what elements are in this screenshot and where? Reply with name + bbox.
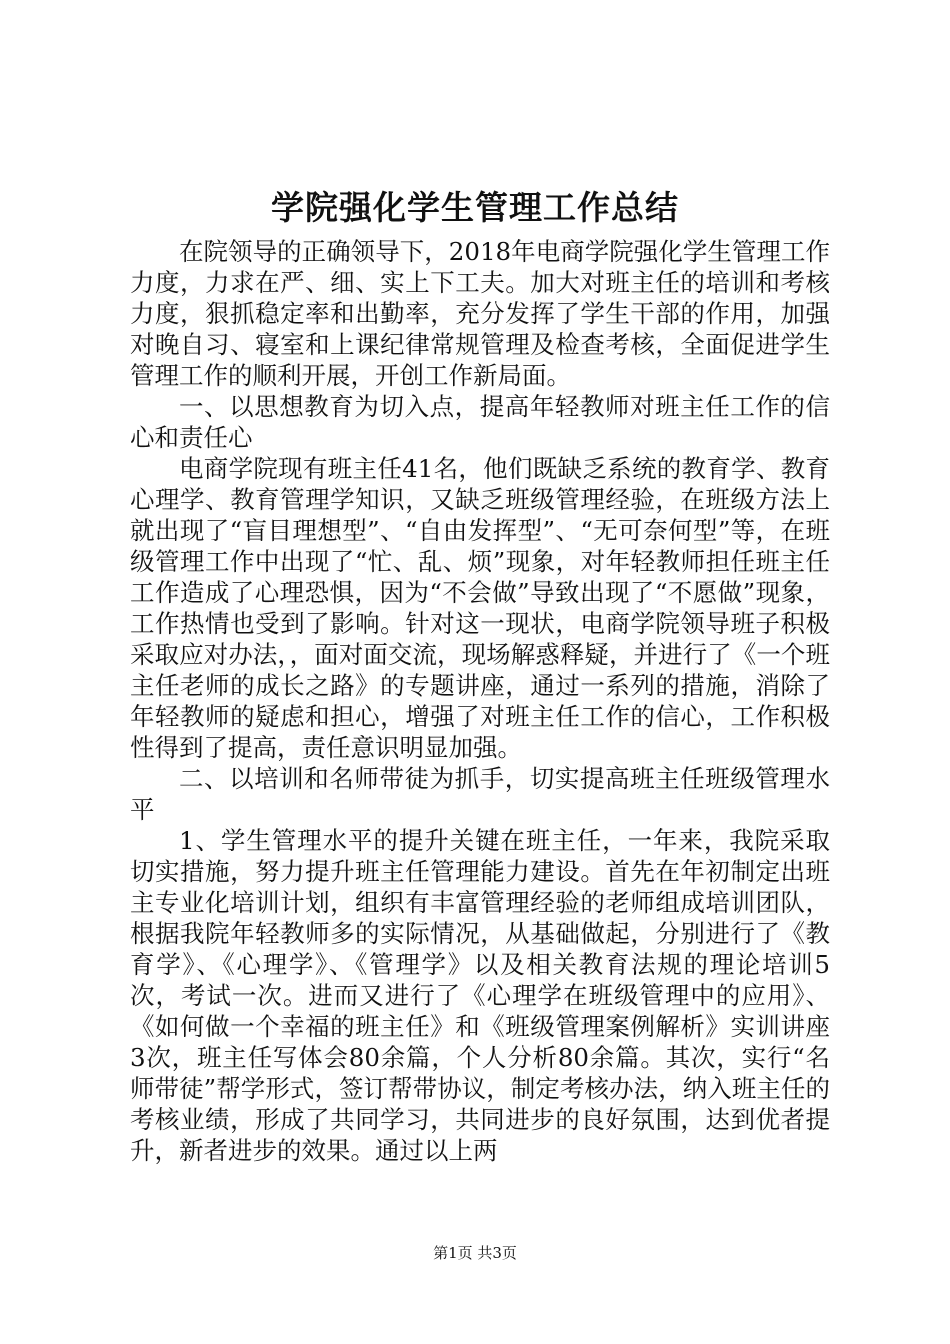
section-two-item-one-paragraph: 1、学生管理水平的提升关键在班主任，一年来，我院采取切实措施，努力提升班主任管理能力建设。首先在年初制定出班主专业化培训计划，组织有丰富管理经验的老师组成培训团队，根据我院年轻教师多的实际情况，从基础做起，分别进行了《教育学》、《心理学》、《管理学》以及相关教育法规的理论培训5次，考试一次。进而又进行了《心理学在班级管理中的应用》、《如何做一个幸福的班主任》和《班级管理案例解析》实训讲座3次，班主任写体会80余篇，个人分析80余篇。其次，实行“名师带徒”帮学形式，签订帮带协议，制定考核办法，纳入班主任的考核业绩，形成了共同学习，共同进步的良好氛围，达到优者提升，新者进步的效果。通过以上两 — [130, 826, 830, 1165]
document-title: 学院强化学生管理工作总结 — [271, 188, 679, 227]
document-body — [130, 236, 830, 1166]
section-one-paragraph: 电商学院现有班主任41名，他们既缺乏系统的教育学、教育心理学、教育管理学知识，又缺乏班级管理经验，在班级方法上就出现了“盲目理想型”、“自由发挥型”、“无可奈何型”等，在班级管理工作中出现了“忙、乱、烦”现象，对年轻教师担任班主任工作造成了心理恐惧，因为“不会做”导致出现了“不愿做”现象，工作热情也受到了影响。针对这一现状，电商学院领导班子积极采取应对办法，，面对面交流，现场解惑释疑，并进行了《一个班主任老师的成长之路》的专题讲座，通过一系列的措施，消除了年轻教师的疑虑和担心，增强了对班主任工作的信心，工作积极性得到了提高，责任意识明显加强。 — [130, 454, 830, 762]
page-number-footer: 第1页 共3页 — [433, 1244, 517, 1262]
section-one-heading: 一、以思想教育为切入点，提高年轻教师对班主任工作的信心和责任心 — [130, 392, 830, 452]
section-two-heading: 二、以培训和名师带徒为抓手，切实提高班主任班级管理水平 — [130, 764, 830, 824]
intro-paragraph: 在院领导的正确领导下，2018年电商学院强化学生管理工作力度，力求在严、细、实上下工夫。加大对班主任的培训和考核力度，狠抓稳定率和出勤率，充分发挥了学生干部的作用，加强对晚自习、寝室和上课纪律常规管理及检查考核，全面促进学生管理工作的顺利开展，开创工作新局面。 — [130, 237, 830, 390]
